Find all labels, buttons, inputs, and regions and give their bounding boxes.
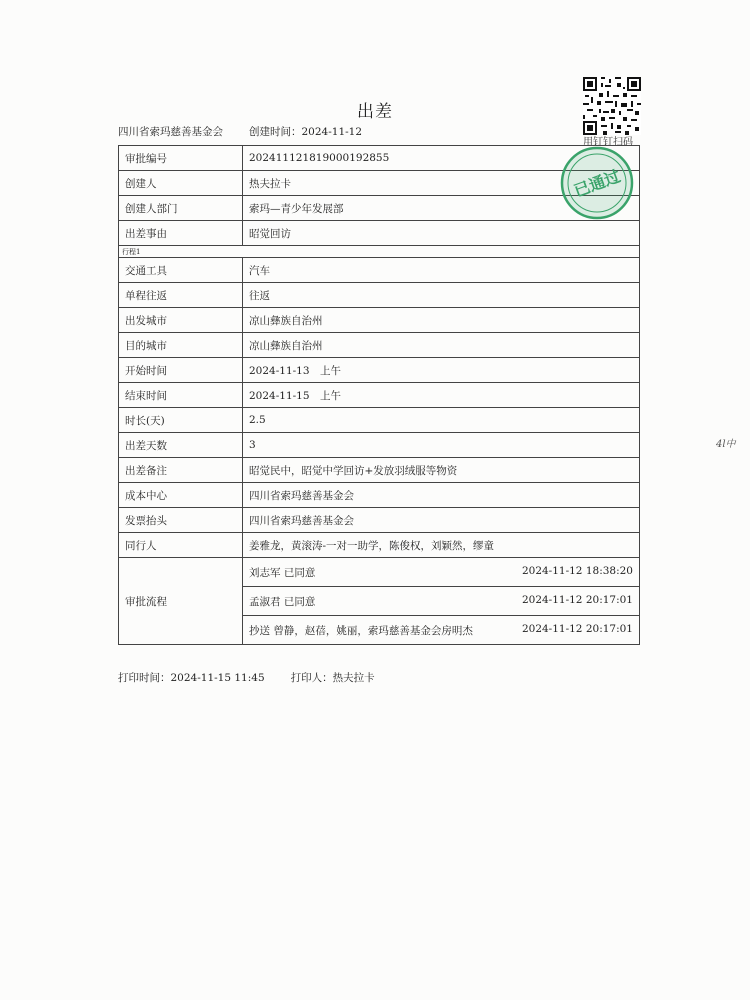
approval-row <box>119 558 640 587</box>
field-value: 汽车 <box>243 258 640 283</box>
field-label: 单程往返 <box>119 283 243 308</box>
field-label: 审批编号 <box>119 146 243 171</box>
table-row <box>119 258 640 283</box>
print-time: 打印时间：2024-11-15 11:45 <box>118 672 265 684</box>
printer-name: 打印人：热夫拉卡 <box>290 672 375 684</box>
field-label: 交通工具 <box>119 258 243 283</box>
field-value: 往返 <box>243 283 640 308</box>
created-time: 创建时间：2024-11-12 <box>249 126 363 138</box>
field-value: 四川省索玛慈善基金会 <box>243 483 640 508</box>
field-value: 3 <box>243 433 640 458</box>
table-row <box>119 283 640 308</box>
field-label: 时长(天) <box>119 408 243 433</box>
table-row <box>119 358 640 383</box>
table-row <box>119 533 640 558</box>
field-label: 出差事由 <box>119 221 243 246</box>
print-footer <box>118 670 375 685</box>
field-label: 发票抬头 <box>119 508 243 533</box>
approval-text: 刘志军 已同意 <box>249 566 316 579</box>
table-row <box>119 433 640 458</box>
approval-flow-label: 审批流程 <box>119 558 243 645</box>
field-value: 凉山彝族自治州 <box>243 308 640 333</box>
field-label: 出发城市 <box>119 308 243 333</box>
qr-code <box>583 77 641 135</box>
field-value: 2024-11-15 上午 <box>243 383 640 408</box>
approval-text: 孟淑君 已同意 <box>249 595 316 608</box>
approval-text: 抄送 曾静，赵蓓，姚丽，索玛慈善基金会房明杰 <box>249 624 473 637</box>
table-row <box>119 221 640 246</box>
field-label: 成本中心 <box>119 483 243 508</box>
field-label: 出差天数 <box>119 433 243 458</box>
field-label: 创建人部门 <box>119 196 243 221</box>
approval-time: 2024-11-12 18:38:20 <box>521 564 633 577</box>
field-value: 昭觉回访 <box>243 221 640 246</box>
field-value: 姜雅龙，黄滚涛-一对一助学，陈俊权，刘颖然，缪童 <box>243 533 640 558</box>
margin-handwriting: 4l中 <box>716 439 736 450</box>
stamp-text: 已通过 <box>571 166 623 201</box>
field-label: 出差备注 <box>119 458 243 483</box>
table-row <box>119 508 640 533</box>
field-label: 目的城市 <box>119 333 243 358</box>
approval-entry <box>243 558 640 587</box>
table-row <box>119 333 640 358</box>
field-label: 结束时间 <box>119 383 243 408</box>
field-value: 2.5 <box>243 408 640 433</box>
section-label: 行程1 <box>119 246 640 258</box>
document-meta <box>118 124 362 139</box>
approval-time: 2024-11-12 20:17:01 <box>521 622 633 635</box>
field-label: 创建人 <box>119 171 243 196</box>
table-row <box>119 308 640 333</box>
field-value: 凉山彝族自治州 <box>243 333 640 358</box>
field-value: 昭觉民中，昭觉中学回访+发放羽绒服等物资 <box>243 458 640 483</box>
approval-entry <box>243 616 640 645</box>
field-value: 2024-11-13 上午 <box>243 358 640 383</box>
trip-section-header <box>119 246 640 258</box>
approval-entry <box>243 587 640 616</box>
qr-caption: 用钉钉扫码 <box>583 137 633 148</box>
document-title: 出差 <box>357 102 393 122</box>
approved-stamp <box>557 143 637 223</box>
field-label: 同行人 <box>119 533 243 558</box>
field-value: 索玛—青少年发展部 <box>243 196 640 221</box>
table-row <box>119 383 640 408</box>
field-value: 202411121819000192855 <box>243 146 640 171</box>
organization-name: 四川省索玛慈善基金会 <box>118 126 223 138</box>
field-label: 开始时间 <box>119 358 243 383</box>
field-value: 四川省索玛慈善基金会 <box>243 508 640 533</box>
field-value: 热夫拉卡 <box>243 171 640 196</box>
table-row <box>119 408 640 433</box>
table-row <box>119 483 640 508</box>
approval-time: 2024-11-12 20:17:01 <box>521 593 633 606</box>
table-row <box>119 458 640 483</box>
